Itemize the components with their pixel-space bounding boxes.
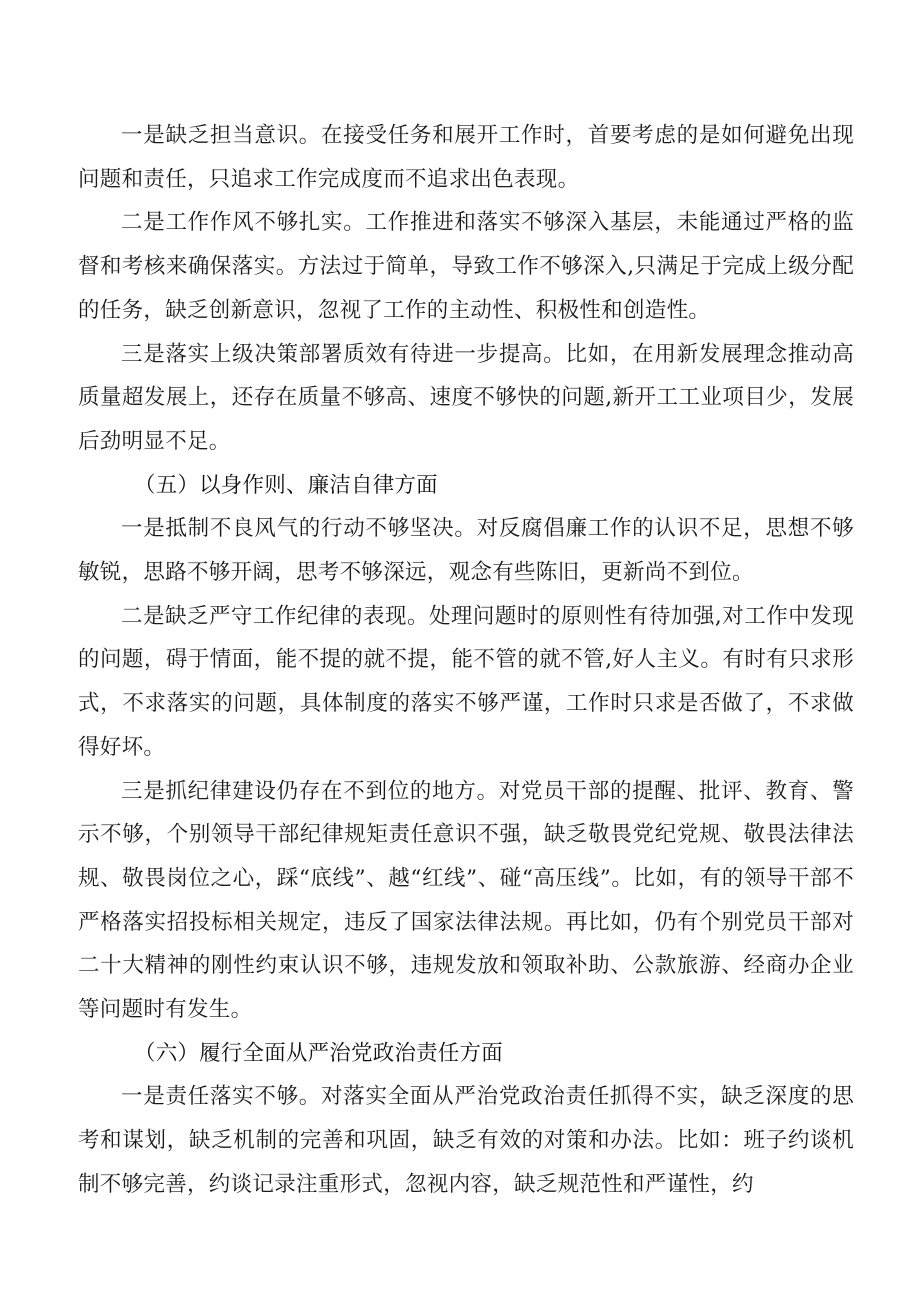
paragraph-work-style: 二是工作作风不够扎实。工作推进和落实不够深入基层，未能通过严格的监督和考核来确保落实。方法过于简单，导致工作不够深入,只满足于完成上级分配的任务，缺乏创新意识，忽视了工作的主动性、积极性和创造性。 (78, 210, 854, 323)
paragraph-responsibility-awareness: 一是缺乏担当意识。在接受任务和展开工作时，首要考虑的是如何避免出现问题和责任，只追求工作完成度而不追求出色表现。 (78, 123, 854, 192)
paragraph-work-discipline: 二是缺乏严守工作纪律的表现。处理问题时的原则性有待加强,对工作中发现的问题，碍于情面，能不提的就不提，能不管的就不管,好人主义。有时有只求形式，不求落实的问题，具体制度的落实不够严谨，工作时只求是否做了，不求做得好坏。 (78, 603, 854, 760)
document-body (78, 114, 854, 1207)
section-heading-five: （五）以身作则、廉洁自律方面 (134, 472, 438, 498)
paragraph-implementation-quality: 三是落实上级决策部署质效有待进一步提高。比如，在用新发展理念推动高质量超发展上，还存在质量不够高、速度不够快的问题,新开工工业项目少，发展后劲明显不足。 (78, 341, 854, 454)
paragraph-discipline-building: 三是抓纪律建设仍存在不到位的地方。对党员干部的提醒、批评、教育、警示不够，个别领导干部纪律规矩责任意识不强，缺乏敬畏党纪党规、敬畏法律法规、敬畏岗位之心，踩“底线”、越“红线”、碰“高压线”。比如，有的领导干部不严格落实招投标相关规定，违反了国家法律法规。再比如，仍有个别党员干部对二十大精神的刚性约束认识不够，违规发放和领取补助、公款旅游、经商办企业等问题时有发生。 (78, 778, 854, 1023)
paragraph-resist-unhealthy-trends: 一是抵制不良风气的行动不够坚决。对反腐倡廉工作的认识不足，思想不够敏锐，思路不够开阔，思考不够深远，观念有些陈旧，更新尚不到位。 (78, 516, 854, 586)
paragraph-responsibility-implementation: 一是责任落实不够。对落实全面从严治党政治责任抓得不实，缺乏深度的思考和谋划，缺乏机制的完善和巩固，缺乏有效的对策和办法。比如：班子约谈机制不够完善，约谈记录注重形式，忽视内容，缺乏规范性和严谨性，约 (78, 1084, 854, 1197)
section-heading-six: （六）履行全面从严治党政治责任方面 (134, 1040, 503, 1066)
